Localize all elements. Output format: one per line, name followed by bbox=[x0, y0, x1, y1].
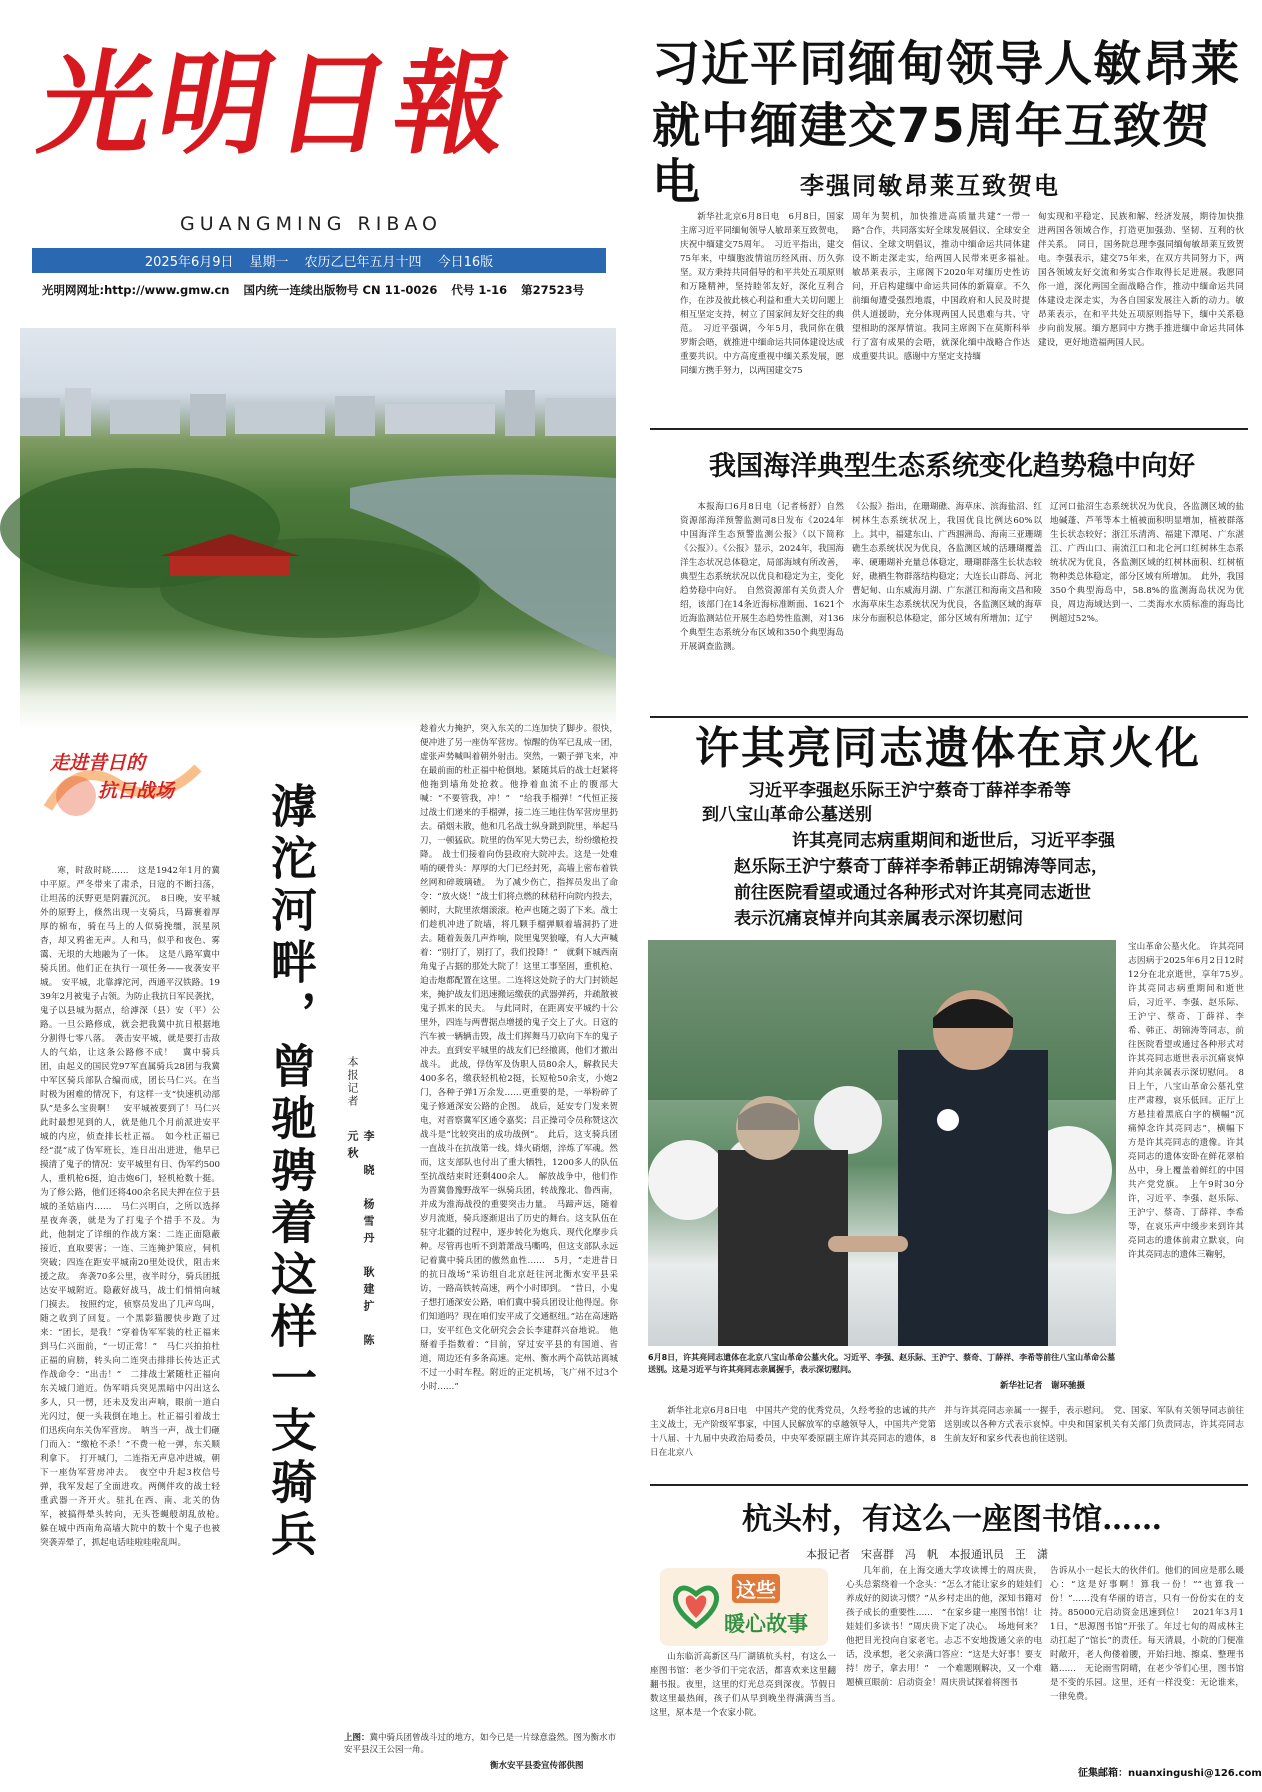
lead-column-3: 甸实现和平稳定、民族和解、经济发展，期待加快推进两国各领域合作，打造更加强劲、坚韧、互利的伙伴关系。 同日，国务院总理李强同缅甸敏昂莱互致贺电。李强表示，建交75年来，在双方共同努力下，两国各领域友好交流和务实合作取得长足进展。我愿同你一道，深化两国全面战略合作，推动中缅命运共同体建设走深走实，为各自国家发展注入新的动力。敏昂莱表示，在和平共处五项原则指导下，缅中关系稳步向前发展。缅方愿同中方携手推进缅中命运共同体建设，更好地造福两国人民。 bbox=[1038, 212, 1244, 348]
memorial-bottom-column-2: 并与许其亮同志亲属一一握手，表示慰问。 党、国家、军队有关领导同志前往送别或以各种方式表示哀悼。中央和国家机关有关部门负责同志，许其亮同志生前友好和家乡代表也前往送别。 bbox=[944, 1406, 1244, 1444]
series-title-line1: 走进昔日的 bbox=[50, 752, 146, 774]
ocean-column-2: 《公报》指出，在珊瑚礁、海草床、滨海盐沼、红树林生态系统状况上，我国优良比例达60%以上。其中，福建东山、广西涠洲岛、海南三亚珊瑚礁生态系统状况为优良，各监测区域的活珊瑚覆盖率、硬珊瑚补充量总体稳定，珊瑚群落生长状态较好，礁栖生物群落结构稳定；大连长山群岛、河北曹妃甸、山东威海月湖、广东湛江和海南文昌和陵水海草床生态系统状况为优良，各监测区域的海草床分布面积总体稳定，部分区域有所增加；辽宁 bbox=[852, 502, 1042, 624]
feature-headline: 滹沱河畔，曾驰骋着这样一支骑兵 bbox=[264, 782, 318, 1562]
photo-caption-label: 上图： bbox=[344, 1733, 370, 1743]
divider-memorial bbox=[650, 1484, 1248, 1486]
lead-headline-line1: 习近平同缅甸领导人敏昂莱 bbox=[652, 36, 1241, 92]
badge-line2: 暖心故事 bbox=[724, 1612, 808, 1636]
ocean-headline: 我国海洋典型生态系统变化趋势稳中向好 bbox=[709, 451, 1195, 482]
park-photo-drawing bbox=[20, 328, 616, 728]
feature-column-2: 趁着火力掩护，突入东关的二连加快了脚步。很快，便冲进了另一座伪军营房。惊醒的伪军已乱成一团，虚张声势喊叫着朝外射击。突然，一颗子弹飞来，冲在最前面的杜正福中枪倒地。紧随其后的战士赶紧将他拖到墙角处抢救。他挣着血流不止的腹部大喊：“不要管我，冲！” “给我手榴弹！”代恒正接过战士们递来的手榴弹，接二连三地往伪军营房里扔去。硝烟未散，他和几名战士纵身跳到院里，举起马刀，一顿猛砍。院里的伪军见大势已去，纷纷缴枪投降。 战士们接着向伪县政府大院冲去。这是一处难啃的硬骨头：厚厚的大门已经封死，高墙上密布着铁丝网和碎玻璃碴。 为了减少伤亡，指挥员发出了命令：“放火烧！”战士们将点燃的秫秸秆向院内投去，顿时，大院里浓烟滚滚。枪声也随之弱了下来。战士们趁机冲进了院墙，将几颗手榴弹顺着墙洞扔了进去。随着轰轰几声炸响，院里鬼哭狼嚎，有人大声喊着：“别打了，别打了，我们投降！” 就剩下城西南角鬼子占据的那处大院了！这里工事坚固，重机枪、迫击炮都配置在这里。二连将这处院子的大门封锁起来，掩护战友们迅速搬运缴获的武器弹药，并疏散被鬼子抓来的民夫。 与此同时，在距离安平城约十公里外，四连与两曹据点增援的鬼子交上了火。日寇的汽车被一辆辆击毁，战士们挥舞马刀砍向下车的鬼子冲去。直到安平城里的战友们已经撤离，他们才撤出战斗。 此战，俘伪军及伪职人员80余人，解救民夫400多名，缴获轻机枪2挺，长短枪50余支，小炮2门，各种子弹1万余发……更重要的是，一举粉碎了鬼子修通深安公路的企图。 战后，延安专门发来贺电，对晋察冀军区通令嘉奖；吕正操司令员称赞这次战斗是“比较突出的成功战例”。 此后，这支骑兵团一直战斗在抗战第一线。烽火硝烟，淬炼了军魂。然而，这支部队也付出了重大牺牲，1200多人的队伍至抗战结束时还剩400余人。 解放战争中，他们作为晋冀鲁豫野战军一纵骑兵团，转战豫北、鲁西南，并成为淮海战役的重要突击力量。 马蹄声远，随着岁月流逝，骑兵逐渐退出了历史的舞台。这支队伍在驻守北疆的过程中，逐步转化为炮兵、现代化摩步兵种。尽管再也听不到萧萧战马嘶鸣，但这支部队永远记着冀中骑兵团的傲然血性…… 5月，“走进昔日的抗日战场”采访组自北京赶往河北衡水安平县采访，一路高铁转高速，两个小时即到。 “昔日，小鬼子想打通深安公路，咱们冀中骑兵团设让他得逞。你们知道吗？现在咱们安平成了交通枢纽。”站在高速路口，安平红色文化研究会会长李建群兴奋地说。 他掰着手指数着：“目前，穿过安平县的有国道、省道，周边还有多条高速。定州、衡水两个高铁站离城不过一小时车程。附近的正定机场，飞广州不过3个小时……” bbox=[420, 724, 618, 1392]
masthead-pinyin: GUANGMING RIBAO bbox=[180, 213, 442, 235]
feature-byline-names: 李 晓 杨雪丹 耿建扩 陈元秋 bbox=[346, 1130, 375, 1351]
issue-page-count: 今日16版 bbox=[437, 255, 494, 270]
issue-number: 第27523号 bbox=[521, 283, 585, 297]
lead-column-2: 周年为契机，加快推进高质量共建“一带一路”合作，共同落实好全球发展倡议、全球安全倡议、全球文明倡议，推动中缅命运共同体建设不断走深走实，给两国人民带来更多福祉。 敏昂莱表示，主席阁下2020年对缅历史性访问，开启构建缅中命运共同体的新篇章。不久前缅甸遭受强烈地震，中国政府和人民及时提供人道援助，充分体现两国人民患难与共、守望相助的深厚情谊。我同主席阁下在莫斯科举行了富有成果的会晤，就深化缅中战略合作达成重要共识。感谢中方坚定支持缅 bbox=[852, 212, 1039, 362]
badge-line1: 这些 bbox=[732, 1574, 780, 1603]
series-badge bbox=[38, 738, 208, 824]
library-headline: 杭头村，有这么一座图书馆…… bbox=[742, 1502, 1162, 1537]
memorial-sub-4: 赵乐际王沪宁蔡奇丁薛祥李希韩正胡锦涛等同志， bbox=[734, 857, 1108, 877]
feature-column-1: 寒，时敌时晓…… 这是1942年1月的冀中平原。严冬带来了肃杀，日寇的不断扫荡，让坦荡的沃野更是阴霾沉沉。 8日晚，安平城外的原野上，倏然出现一支骑兵，马蹄裹着厚厚的棉布，骑在马上的人似骑挽缰，泯星夙杳，却又鸦雀无声。人和马，似乎和夜色、雾霭、无垠的大地融为了一体。 这是八路军冀中骑兵团。他们正在执行一项任务——夜袭安平城。 安平城，北靠滹沱河，西通平汉铁路。1939年2月被鬼子占领。为防止我抗日军民袭扰，鬼子以县城为据点，给滹深（县）安（平）公路。一旦公路修成，就会把我冀中抗日根据地分割得七零八落。 袭击安平城，就是要打击敌人的气焰，让这条公路修不成！ 冀中骑兵团，由起义的国民党97军直属骑兵28团与我冀中军区骑兵部队合编而成，团长马仁兴。在当时极为困难的情况下，有这样一支“快速机动部队”是多么宝贵啊！ 安平城被要到了！马仁兴此时最想见到的人，就是他几个月前派进安平城的内应，侦查排长杜正福。 如今杜正福已经“混”成了伪军班长，连日出出进进，他早已摸清了鬼子的情况：安平城里有日、伪军约500人，重机枪6挺，迫击炮6门，轻机枪数十挺。为了修公路，他们还将400余名民夫押在位于县城的圣姑庙内…… 马仁兴明白，之所以选择星夜奔袭，就是为了打鬼子个措手不及。为此，他制定了详细的作战方案：二连正面隐蔽接近，直取要害；一连、三连掩护策应，伺机突破；四连在距安平城南20里处设伏，阻击来援之敌。 奔袭70多公里，夜半时分，骑兵团抵达安平城附近。隐蔽好战马，战士们悄悄向城门摸去。 按照约定，侦察员发出了几声鸟叫，随之收到了回复。一个黑影猫腰快步跑了过来：“团长，是我！”穿着伪军军装的杜正福来到马仁兴面前，“一切正常！” 马仁兴拍拍杜正福的肩膀，转头向二连突击排排长传达正式作战命令：“出击！” 二排战士紧随杜正福向东关城门道近。伪军哨兵突见黑暗中闪出这么多人，只一愣，还未及发出声响，眼前一道白光闪过，便一头栽倒在地上。杜正福引着战士们迅疾向东关伪军营房。 呐当一声，战士们砸门而入：“缴枪不杀！”不费一枪一弹，东关顺利拿下。 打开城门，二连指无声息冲进城，朝下一座伪军营房冲去。 夜空中升起3枚信号弹，我军发起了全面进攻。两侧伴攻的战士轻重武器一齐开火。驻扎在西、南、北关的伪军，被搞得晕头转向，无头苍蝇般胡乱放枪。 躲在城中西南角高墙大院中的数十个鬼子也被突袭弄晕了，抓起电话哇啦哇啦乱叫。 bbox=[40, 866, 229, 1548]
library-byline: 本报记者 宋喜群 冯 帆 本报通讯员 王 潇 bbox=[806, 1548, 1048, 1561]
photo-caption-text: 冀中骑兵团曾战斗过的地方，如今已是一片绿意盎然。图为衡水市安平县汉王公园一角。 bbox=[344, 1733, 617, 1755]
memorial-bottom-column-1: 新华社北京6月8日电 中国共产党的优秀党员，久经考验的忠诚的共产主义战士，无产阶级军事家，中国人民解放军的卓越领导人，中国共产党第十八届、十九届中央政治局委员，中央军委原副主席许其亮同志的遗体，8日在北京八 bbox=[650, 1406, 936, 1458]
lead-column-1: 新华社北京6月8日电 6月8日，国家主席习近平同缅甸领导人敏昂莱互致贺电，庆祝中缅建交75周年。 习近平指出，建交75年来，中缅胞波情谊历经风雨、历久弥坚。双方秉持共同倡导的和平共处五项原则和万隆精神，坚持睦邻友好，深化互利合作，在涉及彼此核心利益和重大关切问题上相互坚定支持，树立了国家间友好交往的典范。 习近平强调，今年5月，我同你在俄罗斯会晤，就推进中缅命运共同体建设达成重要共识。中方高度重视中缅关系发展，愿同缅方携手努力，以两国建交75 bbox=[680, 212, 844, 376]
lead-headline-line2: 就中缅建交75周年互致贺电 bbox=[652, 98, 1211, 210]
divider-lead bbox=[650, 428, 1248, 430]
photo-caption bbox=[344, 1732, 620, 1756]
memorial-sub-3: 许其亮同志病重期间和逝世后，习近平李强 bbox=[792, 831, 1115, 851]
memorial-photo bbox=[648, 940, 1116, 1346]
newspaper-logo: 光明日報 bbox=[30, 39, 526, 170]
postal-code: 代号 1-16 bbox=[451, 283, 508, 297]
memorial-photo-drawing bbox=[648, 940, 1116, 1346]
memorial-sub-1: 习近平李强赵乐际王沪宁蔡奇丁薛祥李希等 bbox=[748, 781, 1071, 801]
memorial-photo-caption: 6月8日，许其亮同志遗体在北京八宝山革命公墓火化。习近平、李强、赵乐际、王沪宁、蔡奇、丁薛祥、李希等前往八宝山革命公墓送别。这是习近平与许其亮同志亲属握手，表示深切慰问。 bbox=[648, 1353, 1116, 1374]
memorial-side-column: 宝山革命公墓火化。 许其亮同志因病于2025年6月2日12时12分在北京逝世，享年75岁。 许其亮同志病重期间和逝世后，习近平、李强、赵乐际、王沪宁、蔡奇、丁薛祥、李希、韩正、胡锦涛等同志，前往医院看望或通过各种形式对许其亮同志逝世表示沉痛哀悼并向其亲属表示深切慰问。 8日上午，八宝山革命公墓礼堂庄严肃穆，哀乐低回。正厅上方悬挂着黑底白字的横幅“沉痛悼念许其亮同志”，横幅下方是许其亮同志的遗像。许其亮同志的遗体安卧在鲜花翠柏丛中，身上覆盖着鲜红的中国共产党党旗。 上午9时30分许，习近平、李强、赵乐际、王沪宁、蔡奇、丁薛祥、李希等，在哀乐声中缓步来到许其亮同志的遗体前肃立默哀，向许其亮同志的遗体三鞠躬， bbox=[1128, 942, 1253, 1260]
memorial-sub-6: 表示沉痛哀悼并向其亲属表示深切慰问 bbox=[734, 909, 1023, 929]
feature-byline-label: 本报记者 bbox=[346, 1056, 359, 1108]
divider-ocean bbox=[650, 716, 1248, 718]
library-column-2: 几年前，在上海交通大学攻读博士的周庆贵，心头总萦绕着一个念头：“怎么才能让家乡的娃娃们养成好的阅读习惯？”从乡村走出的他，深知书籍对孩子成长的重要性…… “在家乡建一座图书馆！让娃娃们多读书！”周庆贵下定了决心。 场地何来？他把目光投向自家老宅。忐忑不安地拨通父亲的电话，没承想，老父亲满口答应：“这是大好事！要支持！房子，拿去用！” 一个难题刚解决，又一个难题横亘眼前：启动资金！周庆贵试探着将图书 bbox=[846, 1566, 1042, 1688]
memorial-sub-2: 到八宝山革命公墓送别 bbox=[702, 805, 872, 825]
lead-subheadline: 李强同敏昂莱互致贺电 bbox=[800, 172, 1060, 200]
park-photo bbox=[20, 328, 616, 728]
issue-lunar-date: 农历乙巳年五月十四 bbox=[304, 255, 422, 270]
library-column-1: 山东临沂高新区马厂湖镇杭头村，有这么一座图书馆：老少爷们干完农活，都喜欢来这里翻翻书报。夜里，这里的灯光总亮到深夜。节假日数这里最热闹，孩子们从早到晚坐得满满当当。 这里，原本是一个农家小院。 bbox=[650, 1652, 845, 1718]
memorial-sub-5: 前往医院看望或通过各种形式对许其亮同志逝世 bbox=[734, 883, 1091, 903]
series-title-line2: 抗日战场 bbox=[98, 780, 175, 802]
publication-info bbox=[42, 282, 612, 298]
ocean-column-3: 辽河口盐沼生态系统状况为优良，各监测区域的盐地碱蓬、芦苇等本土植被面积明显增加，植被群落生长状态较好；浙江乐清湾、福建下潭尾、广东湛江、广西山口、南流江口和北仑河口红树林生态系统状况为优良，各监测区域的红树林面积、红树植物种类总体稳定，部分区域有所增加。 此外，我国350个典型海岛中，58.8%的监测海岛状况为优良，周边海域达到一、二类海水水质标准的海岛比例超过52%。 bbox=[1050, 502, 1244, 624]
cn-number: 国内统一连续出版物号 CN 11-0026 bbox=[243, 283, 438, 297]
issue-date: 2025年6月9日 bbox=[144, 255, 234, 270]
photo-credit: 衡水安平县委宣传部供图 bbox=[490, 1761, 584, 1771]
date-bar bbox=[32, 248, 606, 273]
website-link[interactable]: 光明网网址:http://www.gmw.cn bbox=[42, 283, 230, 297]
memorial-headline: 许其亮同志遗体在京火化 bbox=[695, 723, 1201, 774]
issue-weekday: 星期一 bbox=[249, 255, 289, 270]
library-column-3: 告诉从小一起长大的伙伴们。他们的回应是那么暖心：“这是好事啊！算我一份！”“也算我一份！”……没有华丽的语言，只有一份份实在的支持。85000元启动资金迅速到位！ 2021年3月11日，“思源图书馆”开张了。年过七旬的周成林主动扛起了“馆长”的责任。每天清晨，小院的门便准时敞开，老人佝偻着腰，开始扫地、擦桌、整理书籍…… 无论雨雪阴晴，在老少爷们心里，图书馆是不变的乐园。这里，还有一样没变：无论谁来，一律免费。 bbox=[1050, 1566, 1244, 1702]
memorial-photo-credit: 新华社记者 谢环驰摄 bbox=[1000, 1381, 1086, 1391]
library-footer-email[interactable]: 征集邮箱：nuanxingushi@126.com bbox=[1078, 1768, 1262, 1779]
warm-stories-badge bbox=[660, 1568, 828, 1646]
ocean-column-1: 本报海口6月8日电（记者杨舒）自然资源部海洋预警监测司8日发布《2024年中国海洋生态预警监测公报》（以下简称《公报》）。《公报》显示，2024年，我国海洋生态状况总体稳定，局部海域有所改善，典型生态系统状况以优良和稳定为主，变化趋势稳中向好。 自然资源部有关负责人介绍，该部门在14条近海标准断面、1621个近海监测站位开展生态趋势性监测，对136个典型生态系统分布区域和350个典型海岛开展调查监测。 bbox=[680, 502, 844, 652]
heart-hands-icon bbox=[666, 1576, 726, 1636]
